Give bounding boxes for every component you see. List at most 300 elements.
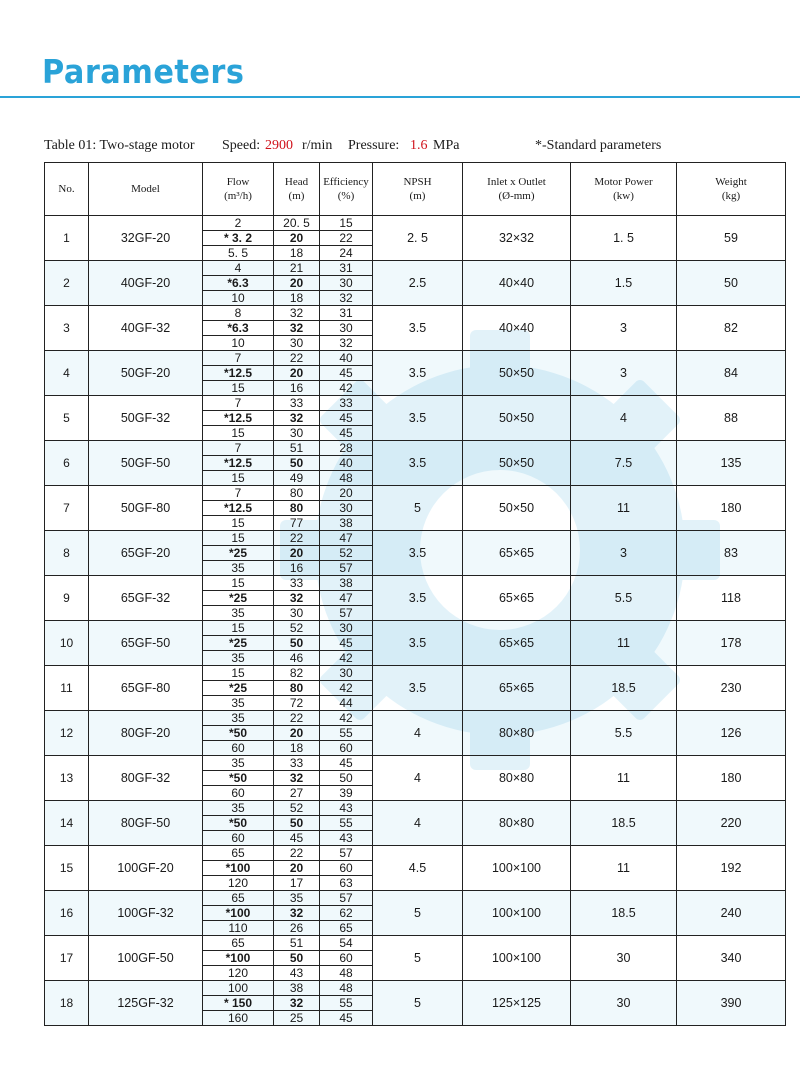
efficiency-cell: 63 — [320, 876, 373, 891]
efficiency-cell: 48 — [320, 966, 373, 981]
standard-note: *-Standard parameters — [535, 138, 662, 153]
efficiency-cell: 30 — [320, 501, 373, 516]
flow-cell: 65 — [203, 846, 274, 861]
head-cell: 27 — [274, 786, 320, 801]
efficiency-cell: 39 — [320, 786, 373, 801]
flow-cell: 65 — [203, 891, 274, 906]
row-number: 18 — [45, 981, 89, 1026]
head-cell: 18 — [274, 741, 320, 756]
npsh-cell: 4 — [373, 801, 463, 846]
weight-cell: 84 — [677, 351, 786, 396]
efficiency-cell: 38 — [320, 576, 373, 591]
page-title: Parameters — [42, 52, 245, 91]
flow-cell: 35 — [203, 561, 274, 576]
flow-cell: 110 — [203, 921, 274, 936]
flow-cell: 120 — [203, 966, 274, 981]
flow-cell: * 150 — [203, 996, 274, 1011]
head-cell: 35 — [274, 891, 320, 906]
model-cell: 50GF-50 — [89, 441, 203, 486]
pressure-label: Pressure: — [348, 138, 400, 153]
npsh-cell: 3.5 — [373, 621, 463, 666]
head-cell: 30 — [274, 606, 320, 621]
row-number: 3 — [45, 306, 89, 351]
row-number: 1 — [45, 216, 89, 261]
motor-power-cell: 4 — [571, 396, 677, 441]
flow-cell: *100 — [203, 951, 274, 966]
table-row — [45, 981, 786, 996]
head-cell: 51 — [274, 441, 320, 456]
model-cell: 80GF-50 — [89, 801, 203, 846]
inlet-outlet-cell: 80×80 — [463, 756, 571, 801]
flow-cell: *12.5 — [203, 366, 274, 381]
flow-cell: *6.3 — [203, 276, 274, 291]
header-motor-power: Motor Power (kw) — [571, 163, 677, 216]
head-cell: 46 — [274, 651, 320, 666]
flow-cell: 60 — [203, 786, 274, 801]
head-cell: 32 — [274, 321, 320, 336]
inlet-outlet-cell: 50×50 — [463, 351, 571, 396]
row-number: 14 — [45, 801, 89, 846]
table-row — [45, 351, 786, 366]
inlet-outlet-cell: 65×65 — [463, 666, 571, 711]
header-flow: Flow (m³/h) — [203, 163, 274, 216]
head-cell: 80 — [274, 681, 320, 696]
npsh-cell: 3.5 — [373, 441, 463, 486]
head-cell: 20 — [274, 726, 320, 741]
head-cell: 18 — [274, 291, 320, 306]
efficiency-cell: 15 — [320, 216, 373, 231]
head-cell: 25 — [274, 1011, 320, 1026]
efficiency-cell: 50 — [320, 771, 373, 786]
flow-cell: 5. 5 — [203, 246, 274, 261]
row-number: 11 — [45, 666, 89, 711]
flow-cell: 100 — [203, 981, 274, 996]
table-row — [45, 936, 786, 951]
efficiency-cell: 47 — [320, 591, 373, 606]
head-cell: 20 — [274, 861, 320, 876]
head-cell: 32 — [274, 411, 320, 426]
flow-cell: 15 — [203, 471, 274, 486]
weight-cell: 230 — [677, 666, 786, 711]
efficiency-cell: 20 — [320, 486, 373, 501]
motor-power-cell: 5.5 — [571, 576, 677, 621]
weight-cell: 180 — [677, 486, 786, 531]
inlet-outlet-cell: 50×50 — [463, 441, 571, 486]
flow-cell: 15 — [203, 621, 274, 636]
speed-unit: r/min — [302, 138, 333, 153]
flow-cell: 35 — [203, 801, 274, 816]
efficiency-cell: 47 — [320, 531, 373, 546]
flow-cell: * 3. 2 — [203, 231, 274, 246]
table-body — [45, 216, 786, 1026]
motor-power-cell: 11 — [571, 846, 677, 891]
motor-power-cell: 18.5 — [571, 666, 677, 711]
efficiency-cell: 45 — [320, 1011, 373, 1026]
model-cell: 50GF-20 — [89, 351, 203, 396]
flow-cell: 60 — [203, 831, 274, 846]
efficiency-cell: 42 — [320, 381, 373, 396]
motor-power-cell: 5.5 — [571, 711, 677, 756]
table-row — [45, 576, 786, 591]
parameters-table — [44, 162, 786, 1026]
table-caption — [44, 138, 784, 156]
efficiency-cell: 48 — [320, 471, 373, 486]
weight-cell: 192 — [677, 846, 786, 891]
flow-cell: *50 — [203, 771, 274, 786]
model-cell: 100GF-50 — [89, 936, 203, 981]
efficiency-cell: 30 — [320, 666, 373, 681]
head-cell: 22 — [274, 846, 320, 861]
efficiency-cell: 57 — [320, 891, 373, 906]
flow-cell: 7 — [203, 486, 274, 501]
header-efficiency: Efficiency (%) — [320, 163, 373, 216]
flow-cell: 7 — [203, 351, 274, 366]
head-cell: 50 — [274, 816, 320, 831]
motor-power-cell: 1.5 — [571, 261, 677, 306]
head-cell: 38 — [274, 981, 320, 996]
inlet-outlet-cell: 40×40 — [463, 306, 571, 351]
efficiency-cell: 30 — [320, 621, 373, 636]
inlet-outlet-cell: 80×80 — [463, 801, 571, 846]
flow-cell: 35 — [203, 756, 274, 771]
flow-cell: 7 — [203, 441, 274, 456]
flow-cell: *100 — [203, 861, 274, 876]
head-cell: 72 — [274, 696, 320, 711]
head-cell: 21 — [274, 261, 320, 276]
head-cell: 33 — [274, 756, 320, 771]
model-cell: 65GF-80 — [89, 666, 203, 711]
efficiency-cell: 42 — [320, 681, 373, 696]
flow-cell: *25 — [203, 681, 274, 696]
model-cell: 125GF-32 — [89, 981, 203, 1026]
row-number: 17 — [45, 936, 89, 981]
npsh-cell: 4.5 — [373, 846, 463, 891]
head-cell: 17 — [274, 876, 320, 891]
flow-cell: 15 — [203, 516, 274, 531]
flow-cell: *12.5 — [203, 411, 274, 426]
inlet-outlet-cell: 32×32 — [463, 216, 571, 261]
model-cell: 65GF-50 — [89, 621, 203, 666]
inlet-outlet-cell: 100×100 — [463, 891, 571, 936]
efficiency-cell: 45 — [320, 426, 373, 441]
npsh-cell: 2.5 — [373, 261, 463, 306]
table-row — [45, 666, 786, 681]
header-npsh: NPSH (m) — [373, 163, 463, 216]
efficiency-cell: 32 — [320, 291, 373, 306]
flow-cell: 35 — [203, 696, 274, 711]
efficiency-cell: 57 — [320, 606, 373, 621]
motor-power-cell: 18.5 — [571, 801, 677, 846]
table-row — [45, 531, 786, 546]
flow-cell: 8 — [203, 306, 274, 321]
npsh-cell: 3.5 — [373, 576, 463, 621]
efficiency-cell: 28 — [320, 441, 373, 456]
efficiency-cell: 65 — [320, 921, 373, 936]
model-cell: 65GF-20 — [89, 531, 203, 576]
weight-cell: 50 — [677, 261, 786, 306]
row-number: 16 — [45, 891, 89, 936]
head-cell: 32 — [274, 906, 320, 921]
weight-cell: 240 — [677, 891, 786, 936]
inlet-outlet-cell: 65×65 — [463, 576, 571, 621]
efficiency-cell: 60 — [320, 861, 373, 876]
table-row — [45, 711, 786, 726]
efficiency-cell: 42 — [320, 651, 373, 666]
weight-cell: 83 — [677, 531, 786, 576]
table-row — [45, 216, 786, 231]
flow-cell: 35 — [203, 606, 274, 621]
head-cell: 80 — [274, 501, 320, 516]
table-row — [45, 621, 786, 636]
flow-cell: 2 — [203, 216, 274, 231]
table-row — [45, 261, 786, 276]
table-row — [45, 396, 786, 411]
npsh-cell: 3.5 — [373, 306, 463, 351]
model-cell: 50GF-80 — [89, 486, 203, 531]
model-cell: 40GF-32 — [89, 306, 203, 351]
flow-cell: 65 — [203, 936, 274, 951]
flow-cell: 4 — [203, 261, 274, 276]
model-cell: 65GF-32 — [89, 576, 203, 621]
table-row — [45, 486, 786, 501]
flow-cell: *25 — [203, 636, 274, 651]
row-number: 13 — [45, 756, 89, 801]
inlet-outlet-cell: 65×65 — [463, 621, 571, 666]
flow-cell: 160 — [203, 1011, 274, 1026]
inlet-outlet-cell: 125×125 — [463, 981, 571, 1026]
row-number: 4 — [45, 351, 89, 396]
head-cell: 80 — [274, 486, 320, 501]
efficiency-cell: 42 — [320, 711, 373, 726]
flow-cell: 10 — [203, 336, 274, 351]
head-cell: 20 — [274, 366, 320, 381]
head-cell: 45 — [274, 831, 320, 846]
inlet-outlet-cell: 40×40 — [463, 261, 571, 306]
efficiency-cell: 31 — [320, 261, 373, 276]
row-number: 2 — [45, 261, 89, 306]
motor-power-cell: 3 — [571, 531, 677, 576]
row-number: 5 — [45, 396, 89, 441]
head-cell: 33 — [274, 396, 320, 411]
weight-cell: 126 — [677, 711, 786, 756]
title-underline — [0, 96, 800, 98]
head-cell: 20 — [274, 231, 320, 246]
efficiency-cell: 30 — [320, 321, 373, 336]
head-cell: 20 — [274, 276, 320, 291]
flow-cell: *25 — [203, 591, 274, 606]
model-cell: 100GF-32 — [89, 891, 203, 936]
head-cell: 26 — [274, 921, 320, 936]
weight-cell: 220 — [677, 801, 786, 846]
model-cell: 80GF-32 — [89, 756, 203, 801]
inlet-outlet-cell: 50×50 — [463, 486, 571, 531]
npsh-cell: 3.5 — [373, 351, 463, 396]
row-number: 10 — [45, 621, 89, 666]
motor-power-cell: 11 — [571, 756, 677, 801]
header-head: Head (m) — [274, 163, 320, 216]
head-cell: 32 — [274, 771, 320, 786]
motor-power-cell: 3 — [571, 351, 677, 396]
pressure-value: 1.6 — [410, 138, 428, 153]
flow-cell: *50 — [203, 816, 274, 831]
head-cell: 30 — [274, 336, 320, 351]
head-cell: 32 — [274, 306, 320, 321]
efficiency-cell: 57 — [320, 561, 373, 576]
efficiency-cell: 40 — [320, 351, 373, 366]
flow-cell: 60 — [203, 741, 274, 756]
model-cell: 100GF-20 — [89, 846, 203, 891]
speed-label: Speed: — [222, 138, 261, 153]
efficiency-cell: 24 — [320, 246, 373, 261]
head-cell: 52 — [274, 801, 320, 816]
head-cell: 50 — [274, 951, 320, 966]
head-cell: 32 — [274, 996, 320, 1011]
efficiency-cell: 33 — [320, 396, 373, 411]
head-cell: 52 — [274, 621, 320, 636]
head-cell: 77 — [274, 516, 320, 531]
weight-cell: 88 — [677, 396, 786, 441]
npsh-cell: 2. 5 — [373, 216, 463, 261]
weight-cell: 135 — [677, 441, 786, 486]
efficiency-cell: 48 — [320, 981, 373, 996]
header-weight: Weight (kg) — [677, 163, 786, 216]
flow-cell: *50 — [203, 726, 274, 741]
flow-cell: *12.5 — [203, 456, 274, 471]
speed-value: 2900 — [265, 138, 293, 153]
head-cell: 50 — [274, 456, 320, 471]
efficiency-cell: 22 — [320, 231, 373, 246]
row-number: 15 — [45, 846, 89, 891]
header-no: No. — [45, 163, 89, 216]
flow-cell: 15 — [203, 576, 274, 591]
head-cell: 22 — [274, 531, 320, 546]
npsh-cell: 5 — [373, 936, 463, 981]
row-number: 8 — [45, 531, 89, 576]
head-cell: 22 — [274, 351, 320, 366]
head-cell: 20 — [274, 546, 320, 561]
efficiency-cell: 45 — [320, 636, 373, 651]
inlet-outlet-cell: 50×50 — [463, 396, 571, 441]
head-cell: 82 — [274, 666, 320, 681]
head-cell: 18 — [274, 246, 320, 261]
weight-cell: 82 — [677, 306, 786, 351]
flow-cell: *100 — [203, 906, 274, 921]
motor-power-cell: 30 — [571, 936, 677, 981]
efficiency-cell: 52 — [320, 546, 373, 561]
table-row — [45, 441, 786, 456]
motor-power-cell: 1. 5 — [571, 216, 677, 261]
flow-cell: *25 — [203, 546, 274, 561]
flow-cell: 35 — [203, 651, 274, 666]
efficiency-cell: 60 — [320, 951, 373, 966]
row-number: 12 — [45, 711, 89, 756]
flow-cell: 35 — [203, 711, 274, 726]
inlet-outlet-cell: 65×65 — [463, 531, 571, 576]
efficiency-cell: 54 — [320, 936, 373, 951]
head-cell: 16 — [274, 561, 320, 576]
table-header-row — [45, 163, 786, 216]
efficiency-cell: 60 — [320, 741, 373, 756]
npsh-cell: 5 — [373, 981, 463, 1026]
head-cell: 51 — [274, 936, 320, 951]
model-cell: 40GF-20 — [89, 261, 203, 306]
npsh-cell: 4 — [373, 711, 463, 756]
model-cell: 32GF-20 — [89, 216, 203, 261]
flow-cell: 120 — [203, 876, 274, 891]
npsh-cell: 3.5 — [373, 396, 463, 441]
row-number: 6 — [45, 441, 89, 486]
efficiency-cell: 40 — [320, 456, 373, 471]
head-cell: 32 — [274, 591, 320, 606]
efficiency-cell: 55 — [320, 816, 373, 831]
inlet-outlet-cell: 80×80 — [463, 711, 571, 756]
row-number: 9 — [45, 576, 89, 621]
efficiency-cell: 43 — [320, 801, 373, 816]
head-cell: 33 — [274, 576, 320, 591]
motor-power-cell: 3 — [571, 306, 677, 351]
weight-cell: 180 — [677, 756, 786, 801]
efficiency-cell: 43 — [320, 831, 373, 846]
flow-cell: *6.3 — [203, 321, 274, 336]
motor-power-cell: 11 — [571, 486, 677, 531]
npsh-cell: 4 — [373, 756, 463, 801]
efficiency-cell: 55 — [320, 726, 373, 741]
table-row — [45, 801, 786, 816]
header-model: Model — [89, 163, 203, 216]
npsh-cell: 3.5 — [373, 531, 463, 576]
flow-cell: 15 — [203, 381, 274, 396]
weight-cell: 390 — [677, 981, 786, 1026]
table-row — [45, 846, 786, 861]
row-number: 7 — [45, 486, 89, 531]
header-inlet-outlet: Inlet x Outlet (Ø-mm) — [463, 163, 571, 216]
flow-cell: 15 — [203, 531, 274, 546]
efficiency-cell: 32 — [320, 336, 373, 351]
flow-cell: 15 — [203, 426, 274, 441]
efficiency-cell: 55 — [320, 996, 373, 1011]
flow-cell: 7 — [203, 396, 274, 411]
pressure-unit: MPa — [433, 138, 460, 153]
motor-power-cell: 30 — [571, 981, 677, 1026]
head-cell: 22 — [274, 711, 320, 726]
weight-cell: 59 — [677, 216, 786, 261]
motor-power-cell: 11 — [571, 621, 677, 666]
head-cell: 43 — [274, 966, 320, 981]
efficiency-cell: 38 — [320, 516, 373, 531]
table-label: Table 01: Two-stage motor — [44, 138, 195, 153]
motor-power-cell: 18.5 — [571, 891, 677, 936]
head-cell: 49 — [274, 471, 320, 486]
weight-cell: 118 — [677, 576, 786, 621]
head-cell: 30 — [274, 426, 320, 441]
efficiency-cell: 31 — [320, 306, 373, 321]
weight-cell: 340 — [677, 936, 786, 981]
head-cell: 16 — [274, 381, 320, 396]
inlet-outlet-cell: 100×100 — [463, 846, 571, 891]
model-cell: 80GF-20 — [89, 711, 203, 756]
model-cell: 50GF-32 — [89, 396, 203, 441]
inlet-outlet-cell: 100×100 — [463, 936, 571, 981]
efficiency-cell: 44 — [320, 696, 373, 711]
npsh-cell: 5 — [373, 891, 463, 936]
efficiency-cell: 45 — [320, 411, 373, 426]
efficiency-cell: 30 — [320, 276, 373, 291]
npsh-cell: 5 — [373, 486, 463, 531]
flow-cell: 10 — [203, 291, 274, 306]
table-row — [45, 756, 786, 771]
head-cell: 50 — [274, 636, 320, 651]
table-row — [45, 306, 786, 321]
